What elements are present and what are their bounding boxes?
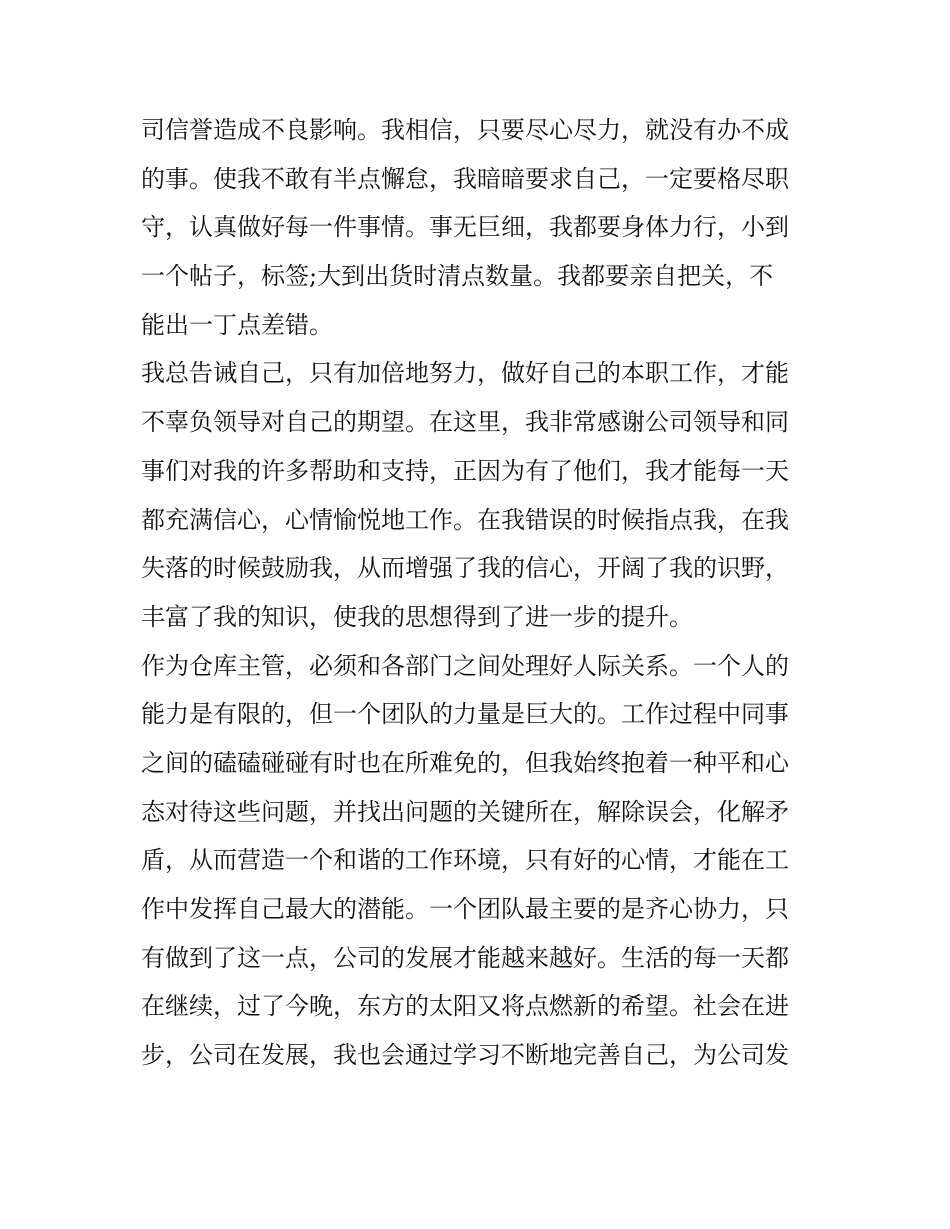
document-body xyxy=(141,106,821,1080)
text-line: 失落的时候鼓励我，从而增强了我的信心，开阔了我的识野， xyxy=(141,554,789,583)
text-line: 之间的磕磕碰碰有时也在所难免的，但我始终抱着一种平和心 xyxy=(141,748,789,777)
paragraph-2 xyxy=(141,349,821,641)
paragraph-1 xyxy=(141,106,821,349)
paragraph-3 xyxy=(141,642,821,1080)
text-line: 丰富了我的知识，使我的思想得到了进一步的提升。 xyxy=(141,602,693,631)
text-line: 能出一丁点差错。 xyxy=(141,310,333,339)
text-line: 在继续，过了今晚，东方的太阳又将点燃新的希望。社会在进 xyxy=(141,992,789,1021)
text-line: 态对待这些问题，并找出问题的关键所在，解除误会，化解矛 xyxy=(141,797,789,826)
text-line: 作为仓库主管，必须和各部门之间处理好人际关系。一个人的 xyxy=(141,651,789,680)
text-line: 不辜负领导对自己的期望。在这里，我非常感谢公司领导和同 xyxy=(141,408,789,437)
text-line: 我总告诫自己，只有加倍地努力，做好自己的本职工作，才能 xyxy=(141,359,789,388)
text-line: 有做到了这一点，公司的发展才能越来越好。生活的每一天都 xyxy=(141,943,789,972)
text-line: 步，公司在发展，我也会通过学习不断地完善自己，为公司发 xyxy=(141,1041,789,1070)
text-line: 事们对我的许多帮助和支持，正因为有了他们，我才能每一天 xyxy=(141,456,789,485)
text-line: 作中发挥自己最大的潜能。一个团队最主要的是齐心协力，只 xyxy=(141,895,789,923)
text-line: 守，认真做好每一件事情。事无巨细，我都要身体力行，小到 xyxy=(141,213,789,242)
text-line: 都充满信心，心情愉悦地工作。在我错误的时候指点我，在我 xyxy=(141,505,789,534)
text-line: 司信誉造成不良影响。我相信，只要尽心尽力，就没有办不成 xyxy=(141,116,789,144)
text-line: 能力是有限的，但一个团队的力量是巨大的。工作过程中同事 xyxy=(141,700,789,729)
text-line: 的事。使我不敢有半点懈怠，我暗暗要求自己，一定要格尽职 xyxy=(141,164,789,193)
text-line: 一个帖子，标签;大到出货时清点数量。我都要亲自把关，不 xyxy=(141,262,774,291)
text-line: 盾，从而营造一个和谐的工作环境，只有好的心情，才能在工 xyxy=(141,846,789,875)
